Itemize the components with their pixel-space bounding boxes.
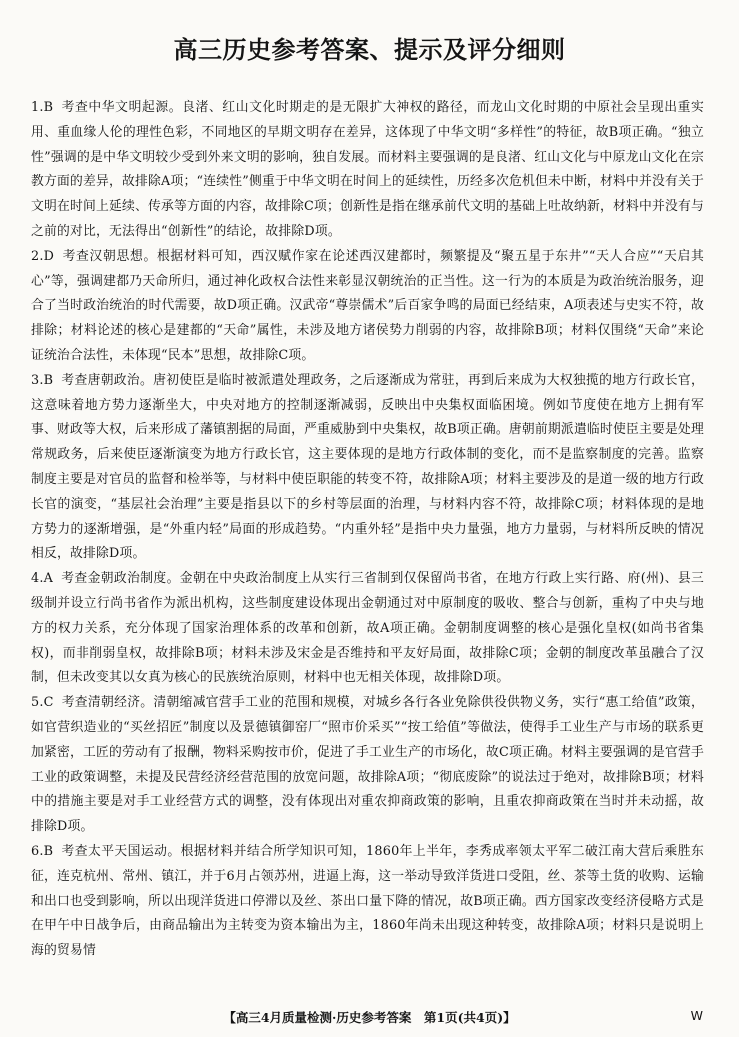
footer-mark: W bbox=[690, 1008, 703, 1023]
answer-number: 4.A bbox=[31, 571, 54, 587]
answer-number: 1.B bbox=[31, 100, 54, 115]
answer-text: 考查唐朝政治。唐初使臣是临时被派遣处理政务，之后逐渐成为常驻，再到后来成为大权独揽的地方行政长官，这意味着地方势力逐渐坐大，中央对地方的控制逐渐减弱，反映出中央集权面临困境。例如节度使在地方上拥有军事、财政等大权，后来形成了藩镇割据的局面，严重威胁到中央集权，故B项正确。唐朝前期派遣临时使臣主要是处理常规政务，后来使臣逐渐演变为地方行政长官，这主要体现的是地方行政体制的变化，而不是监察制度的完善。监察制度主要是对官员的监督和检举等，与材料中使臣职能的转变不符，故排除A项；材料主要涉及的是道一级的地方行政长官的演变，“基层社会治理”主要是指县以下的乡村等层面的治理，与材料内容不符，故排除C项；材料体现的是地方势力的逐渐增强，是“外重内轻”局面的形成趋势。“内重外轻”是指中央力量强，地方力量弱，与材料所反映的情况相反，故排除D项。 bbox=[31, 372, 704, 562]
answer-text: 考查汉朝思想。根据材料可知，西汉赋作家在论述西汉建都时，频繁提及“聚五星于东井”“天人合应”“天启其心”等，强调建都乃天命所归，通过神化政权合法性来彰显汉朝统治的正当性。这一行为的本质是为政治统治服务，迎合了当时政治统治的时代需要，故D项正确。汉武帝“尊崇儒术”后百家争鸣的局面已经结束，A项表述与史实不符，故排除；材料论述的核心是建都的“天命”属性，未涉及地方诸侯势力削弱的内容，故排除B项；材料仅围绕“天命”来论证统治合法性，未体现“民本”思想，故排除C项。 bbox=[31, 248, 704, 363]
answer-text: 考查金朝政治制度。金朝在中央政治制度上从实行三省制到仅保留尚书省，在地方行政上实行路、府(州)、县三级制并设立行尚书省作为派出机构，这些制度建设体现出金朝通过对中原制度的吸收、整合与创新，重构了中央与地方的权力关系，充分体现了国家治理体系的改革和创新，故A项正确。金朝制度调整的核心是强化皇权(如尚书省集权)，而非削弱皇权，故排除B项；材料未涉及宋金是否维持和平友好局面，故排除C项；金朝的制度改革虽融合了汉制，但未改变其以女真为核心的民族统治原则，材料中也无相关体现，故排除D项。 bbox=[31, 571, 704, 686]
answer-number: 6.B bbox=[31, 843, 54, 859]
answer-item-5 bbox=[31, 691, 704, 840]
answer-item-3 bbox=[31, 369, 704, 567]
answer-item-4 bbox=[31, 567, 704, 691]
page-title: 高三历史参考答案、提示及评分细则 bbox=[173, 36, 566, 64]
answer-number: 5.C bbox=[31, 695, 54, 711]
answers-body bbox=[31, 96, 704, 964]
answer-item-1 bbox=[31, 96, 704, 245]
page-footer: 【高三4月质量检测·历史参考答案 第1页(共4页)】 bbox=[223, 1010, 516, 1025]
answer-number: 2.D bbox=[31, 248, 55, 264]
answer-item-6 bbox=[31, 840, 704, 964]
answer-text: 考查中华文明起源。良渚、红山文化时期走的是无限扩大神权的路径，而龙山文化时期的中原社会呈现出重实用、重血缘人伦的理性色彩，不同地区的早期文明存在差异，这体现了中华文明“多样性”的特征，故B项正确。“独立性”强调的是中华文明较少受到外来文明的影响，独自发展。而材料主要强调的是良渚、红山文化与中原龙山文化在宗教方面的差异，故排除A项；“连续性”侧重于中华文明在时间上的延续性，历经多次危机但未中断，材料中并没有关于文明在时间上延续、传承等方面的内容，故排除C项；创新性是指在继承前代文明的基础上吐故纳新，材料中并没有与之前的对比，无法得出“创新性”的结论，故排除D项。 bbox=[31, 100, 704, 239]
answer-text: 考查太平天国运动。根据材料并结合所学知识可知，1860年上半年，李秀成率领太平军二破江南大营后乘胜东征，连克杭州、常州、镇江，并于6月占领苏州，进逼上海，这一举动导致洋货进口受阻，丝、茶等土货的收购、运输和出口也受到影响，所以出现洋货进口停滞以及丝、茶出口量下降的情况，故B项正确。西方国家改变经济侵略方式是在甲午中日战争后，由商品输出为主转变为资本输出为主，1860年尚未出现这种转变，故排除A项；材料只是说明上海的贸易情 bbox=[31, 843, 704, 959]
answer-item-2 bbox=[31, 245, 704, 369]
answer-number: 3.B bbox=[31, 372, 54, 388]
answer-text: 考查清朝经济。清朝缩减官营手工业的范围和规模，对城乡各行各业免除供役供物义务，实行“惠工给值”政策，如官营织造业的“买丝招匠”制度以及景德镇御窑厂“照市价采买”“按工给值”等做法，使得手工业生产与市场的联系更加紧密，工匠的劳动有了报酬，物料采购按市价，促进了手工业生产的市场化，故C项正确。材料主要强调的是官营手工业的政策调整，未提及民营经济经营范围的放宽问题，故排除A项；“彻底废除”的说法过于绝对，故排除B项；材料中的措施主要是对手工业经营方式的调整，没有体现出对重农抑商政策的影响，且重农抑商政策在当时并未动摇，故排除D项。 bbox=[31, 695, 704, 835]
